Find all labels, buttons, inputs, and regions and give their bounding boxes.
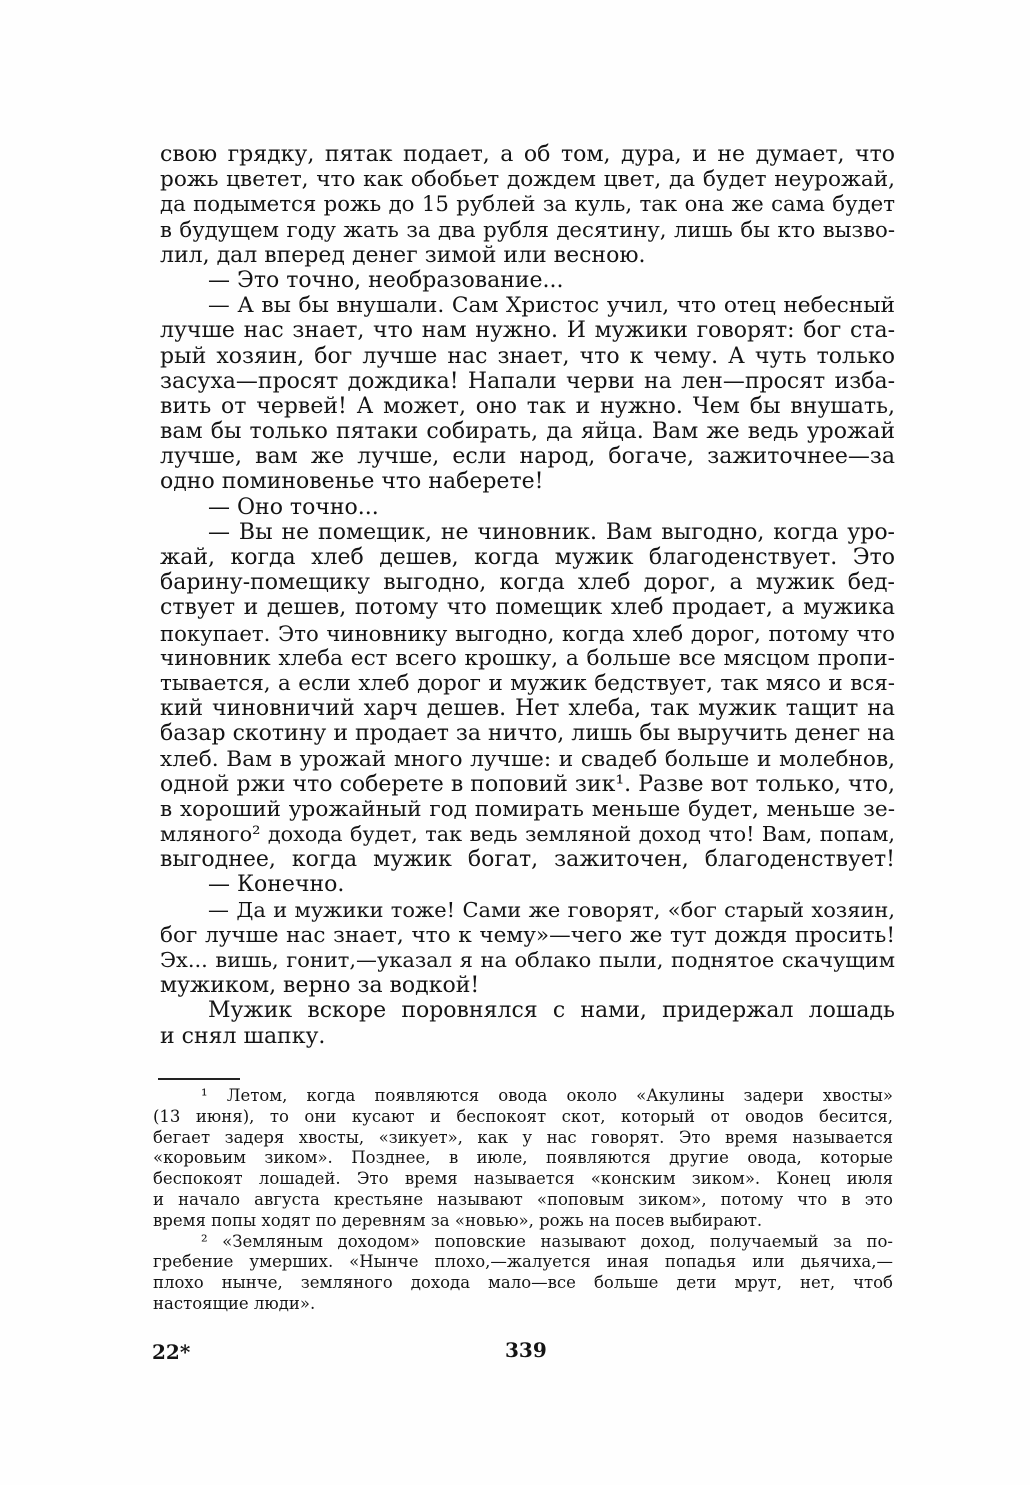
text-line: покупает. Это чиновнику выгодно, когда хлеб дорог, потому что: [160, 620, 895, 646]
text-line: — Это точно, необразование...: [208, 267, 564, 293]
text-line: ствует и дешев, потому что помещик хлеб продает, а мужика: [160, 595, 895, 621]
text-line: выгоднее, когда мужик богат, зажиточен, благоденствует!: [160, 847, 895, 873]
text-line: — А вы бы внушали. Сам Христос учил, что отец небесный: [208, 293, 895, 319]
footnote-line: (13 июня), то они кусают и беспокоят скот, который от оводов бесится,: [153, 1106, 893, 1126]
text-line: — Конечно.: [208, 872, 345, 898]
text-line: — Да и мужики тоже! Сами же говорят, «бог старый хозяин,: [208, 897, 895, 922]
text-line: барину-помещику выгодно, когда хлеб дорог, а мужик бед-: [160, 570, 895, 596]
text-line: да подымется рожь до 15 рублей за куль, так она же сама будет: [160, 192, 895, 218]
page-number: 339: [505, 1338, 547, 1362]
footnote-line: ¹ Летом, когда появляются овода около «Акулины задери хвосты»: [201, 1086, 893, 1105]
footnote-line: время попы ходят по деревням за «новью», рожь на посев выбирают.: [153, 1210, 763, 1230]
text-line: лучше, вам же лучше, если народ, богаче, зажиточнее—за: [160, 444, 895, 470]
text-line: засуха—просят дождика! Напали черви на лен—просят изба-: [160, 368, 895, 394]
text-line: в хороший урожайный год помирать меньше будет, меньше зе-: [160, 796, 895, 822]
text-line: хлеб. Вам в урожай много лучше: и свадеб больше и молебнов,: [160, 746, 895, 772]
text-line: чиновник хлеба ест всего крошку, а больше все мясцом пропи-: [160, 645, 895, 671]
footnote-line: ² «Земляным доходом» поповские называют доход, получаемый за по-: [201, 1231, 893, 1251]
text-line: кий чиновничий харч дешев. Нет хлеба, так мужик тащит на: [160, 696, 895, 722]
footnote-line: плохо нынче, земляного дохода мало—все больше дети мрут, нет, чтоб: [153, 1273, 893, 1293]
text-line: лучше нас знает, что нам нужно. И мужики говорят: бог ста-: [160, 318, 895, 344]
main-text: [160, 142, 895, 1049]
text-line: Мужик вскоре поровнялся с нами, придержал лошадь: [208, 998, 895, 1024]
text-line: — Вы не помещик, не чиновник. Вам выгодно, когда уро-: [208, 519, 895, 545]
text-line: мляного² дохода будет, так ведь земляной доход что! Вам, попам,: [160, 822, 895, 847]
text-line: вить от червей! А может, оно так и нужно. Чем бы внушать,: [160, 393, 895, 419]
text-line: тывается, а если хлеб дорог и мужик бедствует, так мясо и вся-: [160, 670, 895, 696]
text-line: одной ржи что соберете в поповий зик¹. Разве вот только, что,: [160, 771, 895, 797]
text-line: в будущем году жать за два рубля десятину, лишь бы кто вызво-: [160, 217, 895, 243]
text-line: — Оно точно...: [208, 494, 379, 520]
text-line: и снял шапку.: [160, 1023, 326, 1049]
text-line: рожь цветет, что как обобьет дождем цвет, да будет неурожай,: [160, 167, 895, 193]
footnote-line: беспокоят лошадей. Это время называется «конским зиком». Конец июля: [153, 1169, 893, 1189]
footnote-divider: [158, 1078, 240, 1080]
text-line: жай, когда хлеб дешев, когда мужик благоденствует. Это: [160, 545, 895, 570]
text-line: мужиком, верно за водкой!: [160, 973, 480, 999]
footnote-line: гребение умерших. «Нынче плохо,—жалуется иная попадья или дьячиха,—: [153, 1252, 893, 1272]
printer-signature: 22*: [152, 1340, 191, 1364]
footnotes: [153, 1086, 893, 1315]
text-line: базар скотину и продает за ничто, лишь бы выручить денег на: [160, 721, 895, 747]
text-line: рый хозяин, бог лучше нас знает, что к чему. А чуть только: [160, 343, 895, 369]
text-line: вам бы только пятаки собирать, да яйца. Вам же ведь урожай: [160, 419, 895, 445]
text-line: одно поминовенье что наберете!: [160, 469, 544, 495]
footnote-line: и начало августа крестьяне называют «поповым зиком», потому что в это: [153, 1189, 893, 1209]
footnote-line: настоящие люди».: [153, 1293, 316, 1313]
text-line: Эх... вишь, гонит,—указал я на облако пыли, поднятое скачущим: [160, 948, 895, 972]
footnote-line: «коровьим зиком». Позднее, в июле, появляются другие овода, которые: [153, 1148, 893, 1168]
text-line: бог лучше нас знает, что к чему»—чего же тут дождя просить!: [160, 922, 895, 948]
text-line: свою грядку, пятак подает, а об том, дура, и не думает, что: [160, 142, 895, 167]
footnote-line: бегает задеря хвосты, «зикует», как у нас говорят. Это время называется: [153, 1127, 893, 1147]
text-line: лил, дал вперед денег зимой или весною.: [160, 242, 646, 268]
